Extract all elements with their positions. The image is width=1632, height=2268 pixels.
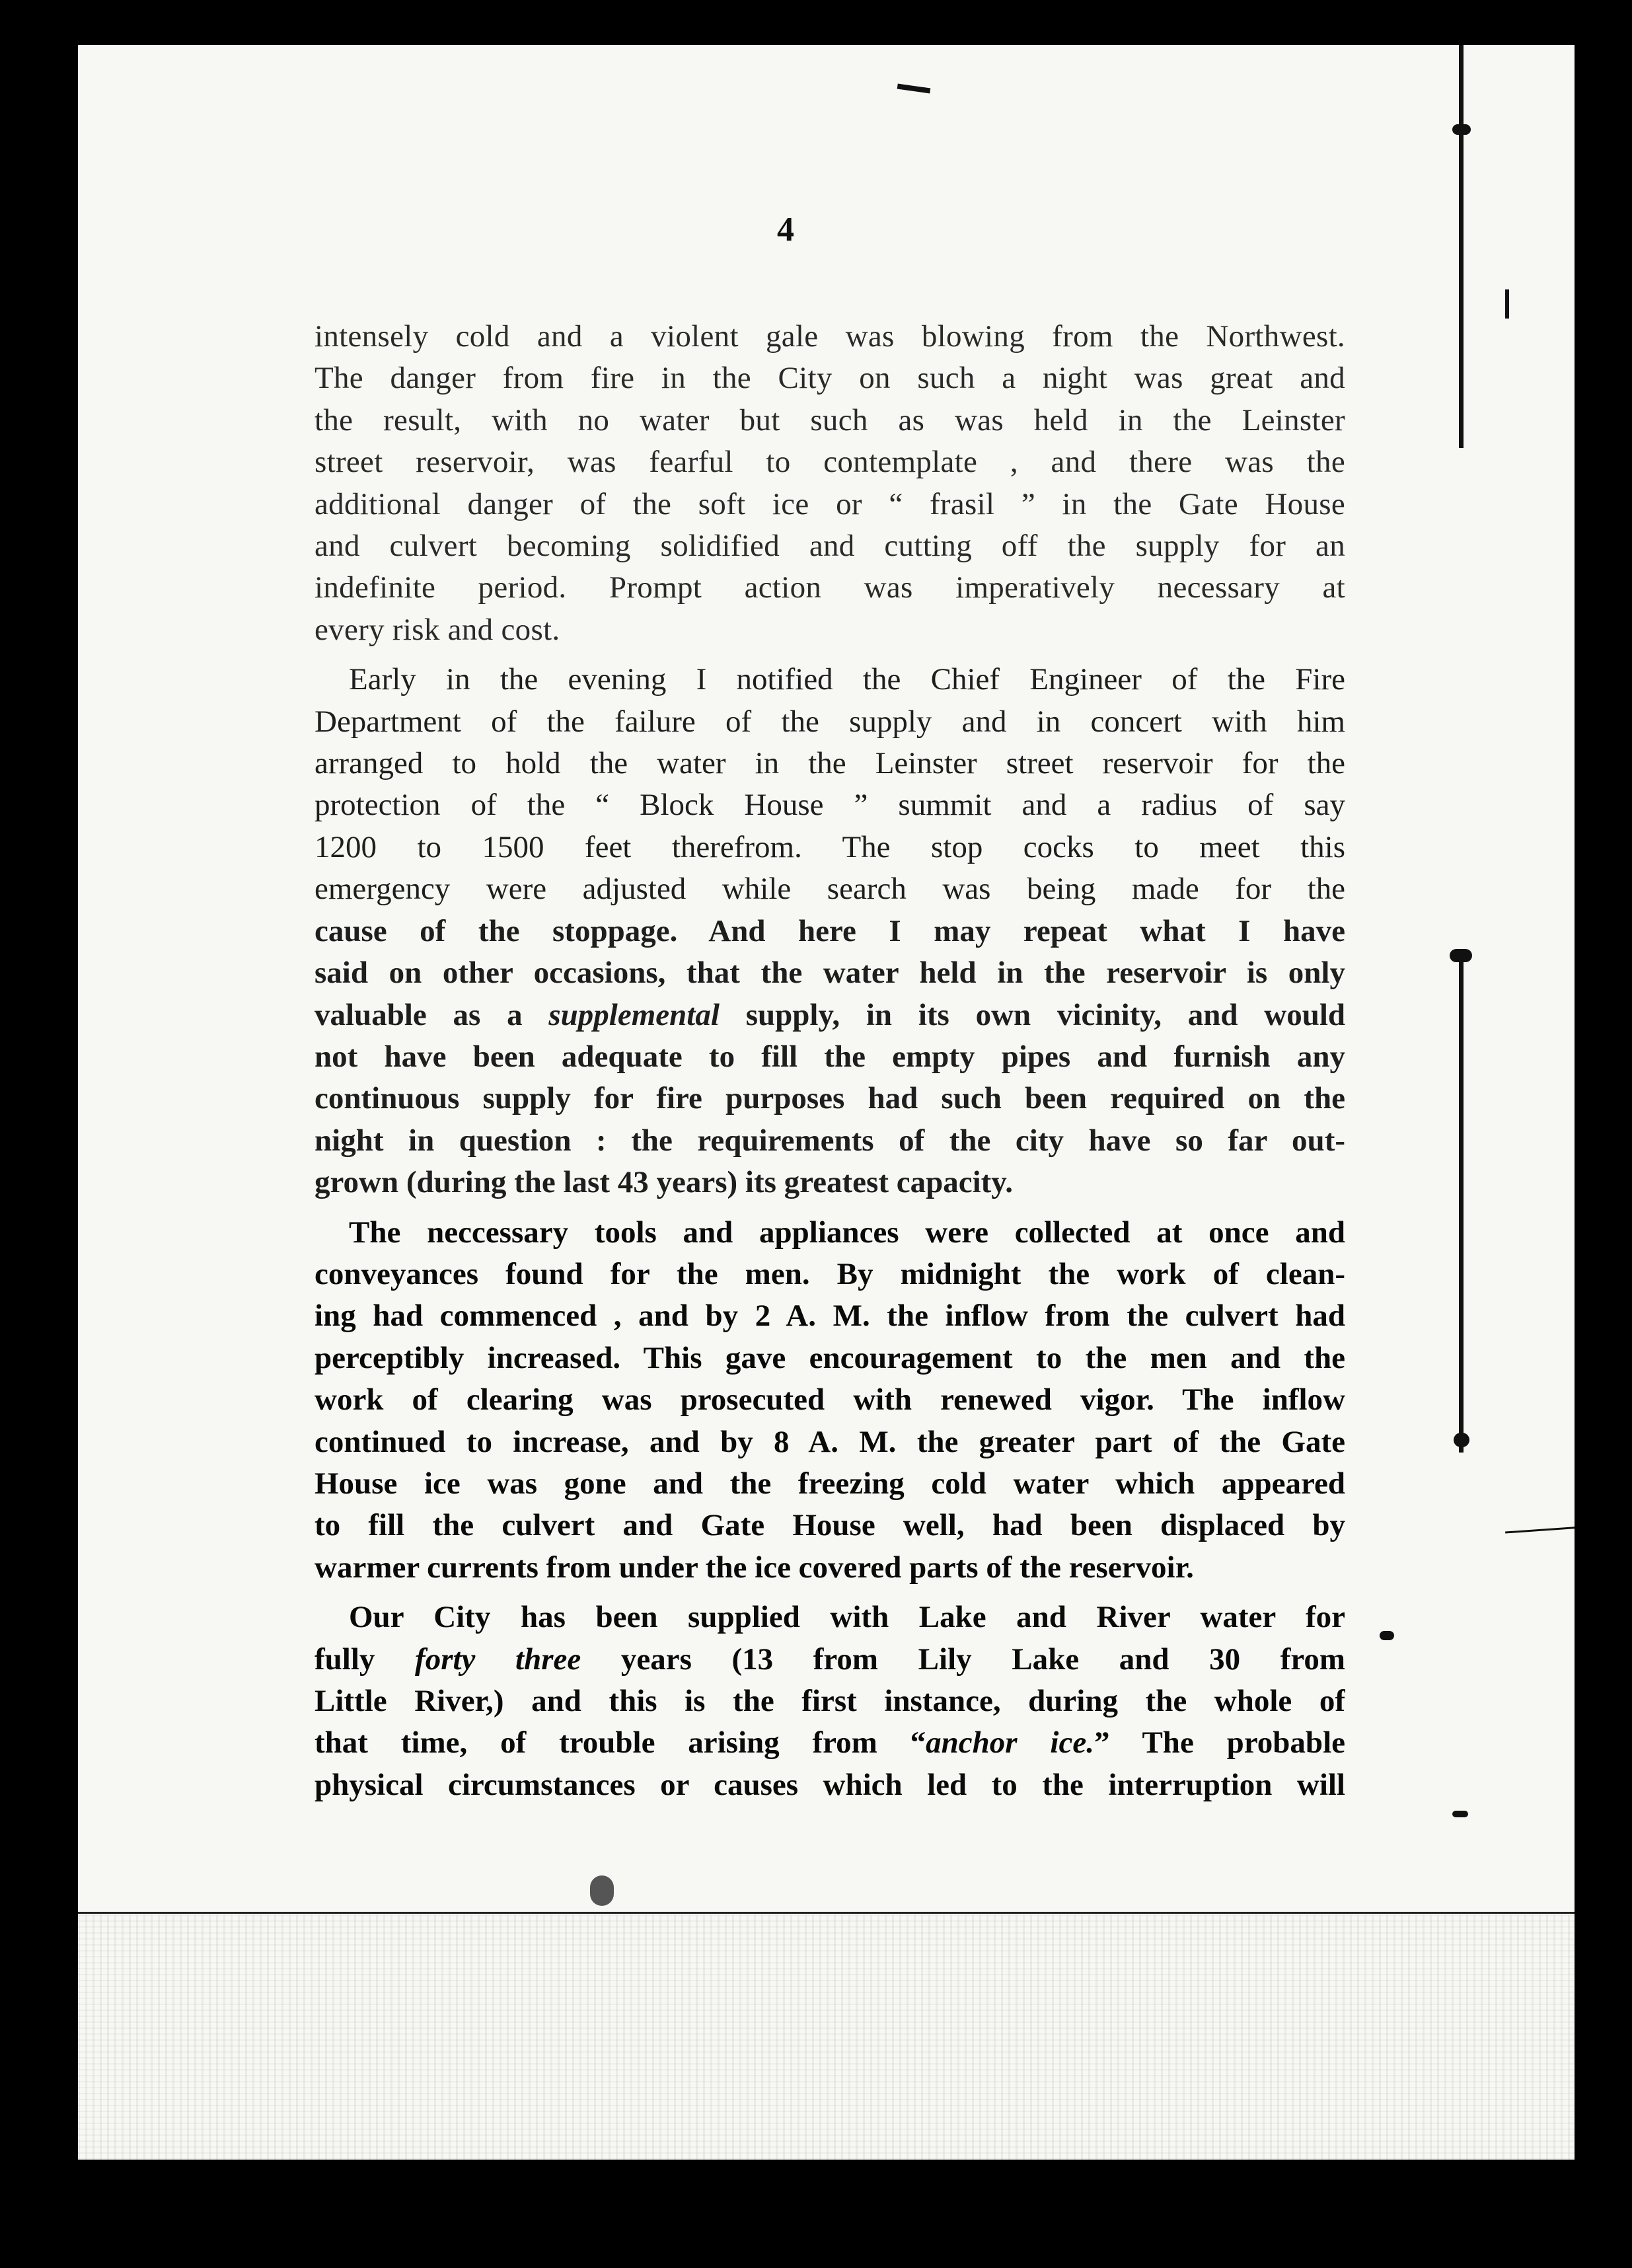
- text-line: Department of the failure of the supply and in concert with him: [315, 704, 1345, 739]
- text-line: warmer currents from under the ice covered parts of the reservoir.: [315, 1550, 1194, 1585]
- text-line-mixed: [315, 995, 1345, 1036]
- text-line: continuous supply for fire purposes had such been required on the: [315, 1081, 1345, 1116]
- scan-mark-right-1-cap: [1452, 124, 1471, 135]
- text-line: ing had commenced , and by 2 A. M. the inflow from the culvert had: [315, 1299, 1345, 1334]
- text-line: The danger from fire in the City on such a night was great and: [315, 361, 1345, 396]
- text-line: House ice was gone and the freezing cold water which appeared: [315, 1466, 1345, 1501]
- text-fragment: years (13 from Lily Lake and 30 from: [620, 1642, 1345, 1677]
- text-line: additional danger of the soft ice or “ frasil ” in the Gate House: [315, 486, 1345, 521]
- text-line: Little River,) and this is the first instance, during the whole of: [315, 1684, 1345, 1718]
- text-line: arranged to hold the water in the Leinster street reservoir for the: [315, 746, 1345, 781]
- text-line: street reservoir, was fearful to contemplate , and there was the: [315, 445, 1345, 480]
- text-line: said on other occasions, that the water held in the reservoir is only: [315, 956, 1345, 991]
- paragraph-4: [315, 1597, 1345, 1806]
- scan-rule: [78, 1912, 1575, 1914]
- text-fragment: valuable as a: [315, 997, 523, 1032]
- text-line: physical circumstances or causes which led to the interruption will: [315, 1767, 1345, 1802]
- paragraph-1: [315, 316, 1345, 651]
- page-number: 4: [777, 211, 794, 248]
- text-line: work of clearing was prosecuted with renewed vigor. The inflow: [315, 1382, 1345, 1418]
- scan-mark-right-3: [1505, 1525, 1575, 1533]
- text-line: protection of the “ Block House ” summit and a radius of say: [315, 788, 1345, 823]
- emphasis-text: anchor ice.: [926, 1725, 1094, 1760]
- document-page: [78, 45, 1575, 2160]
- text-line: to fill the culvert and Gate House well, had been displaced by: [315, 1508, 1345, 1543]
- text-line: emergency were adjusted while search was being made for the: [315, 872, 1345, 907]
- scan-mark-right-5: [1452, 1811, 1468, 1817]
- text-line: continued to increase, and by 8 A. M. the greater part of the Gate: [315, 1424, 1345, 1459]
- text-line: cause of the stoppage. And here I may repeat what I have: [315, 913, 1345, 948]
- emphasis-text: forty three: [415, 1642, 581, 1677]
- text-line: grown (during the last 43 years) its greatest capacity.: [315, 1165, 1013, 1200]
- scan-mark-top: [897, 84, 931, 94]
- text-fragment: fully: [315, 1642, 375, 1677]
- paragraph-3: [315, 1212, 1345, 1589]
- scan-mark-right-2: [1459, 950, 1464, 1453]
- scan-smudge: [590, 1875, 614, 1906]
- text-line: perceptibly increased. This gave encouragement to the men and the: [315, 1340, 1345, 1375]
- paragraph-2: [315, 659, 1345, 1203]
- scan-mark-right-4: [1380, 1631, 1394, 1640]
- text-line: indefinite period. Prompt action was imperatively necessary at: [315, 570, 1345, 605]
- text-line: conveyances found for the men. By midnight the work of clean-: [315, 1256, 1345, 1291]
- text-line: intensely cold and a violent gale was blowing from the Northwest.: [315, 319, 1345, 354]
- text-line: and culvert becoming solidified and cutting off the supply for an: [315, 529, 1345, 564]
- text-fragment: supply, in its own vicinity, and would: [745, 997, 1345, 1032]
- text-line: not have been adequate to fill the empty pipes and furnish any: [315, 1039, 1345, 1074]
- text-line: every risk and cost.: [315, 612, 560, 647]
- scan-mark-right-1: [1459, 45, 1464, 448]
- text-line-mixed: [315, 1722, 1345, 1764]
- emphasis-text: supplemental: [548, 997, 720, 1032]
- scan-mark-right-2-cap: [1450, 949, 1472, 962]
- text-line: night in question : the requirements of the city have so far out-: [315, 1123, 1345, 1158]
- text-line: The neccessary tools and appliances were collected at once and: [349, 1215, 1345, 1250]
- text-line-mixed: [315, 1639, 1345, 1681]
- text-fragment: ” The probable: [1094, 1725, 1345, 1760]
- text-line: 1200 to 1500 feet therefrom. The stop cocks to meet this: [315, 829, 1345, 864]
- text-line: the result, with no water but such as was held in the Leinster: [315, 402, 1345, 437]
- scan-mark-right-2-foot: [1454, 1433, 1469, 1447]
- scan-noise: [78, 1915, 1575, 2160]
- text-fragment: that time, of trouble arising from “: [315, 1725, 926, 1760]
- scan-mark-right-6: [1505, 289, 1509, 319]
- text-line: Early in the evening I notified the Chief Engineer of the Fire: [349, 662, 1345, 697]
- body-text: [315, 316, 1345, 1814]
- text-line: Our City has been supplied with Lake and River water for: [349, 1600, 1345, 1635]
